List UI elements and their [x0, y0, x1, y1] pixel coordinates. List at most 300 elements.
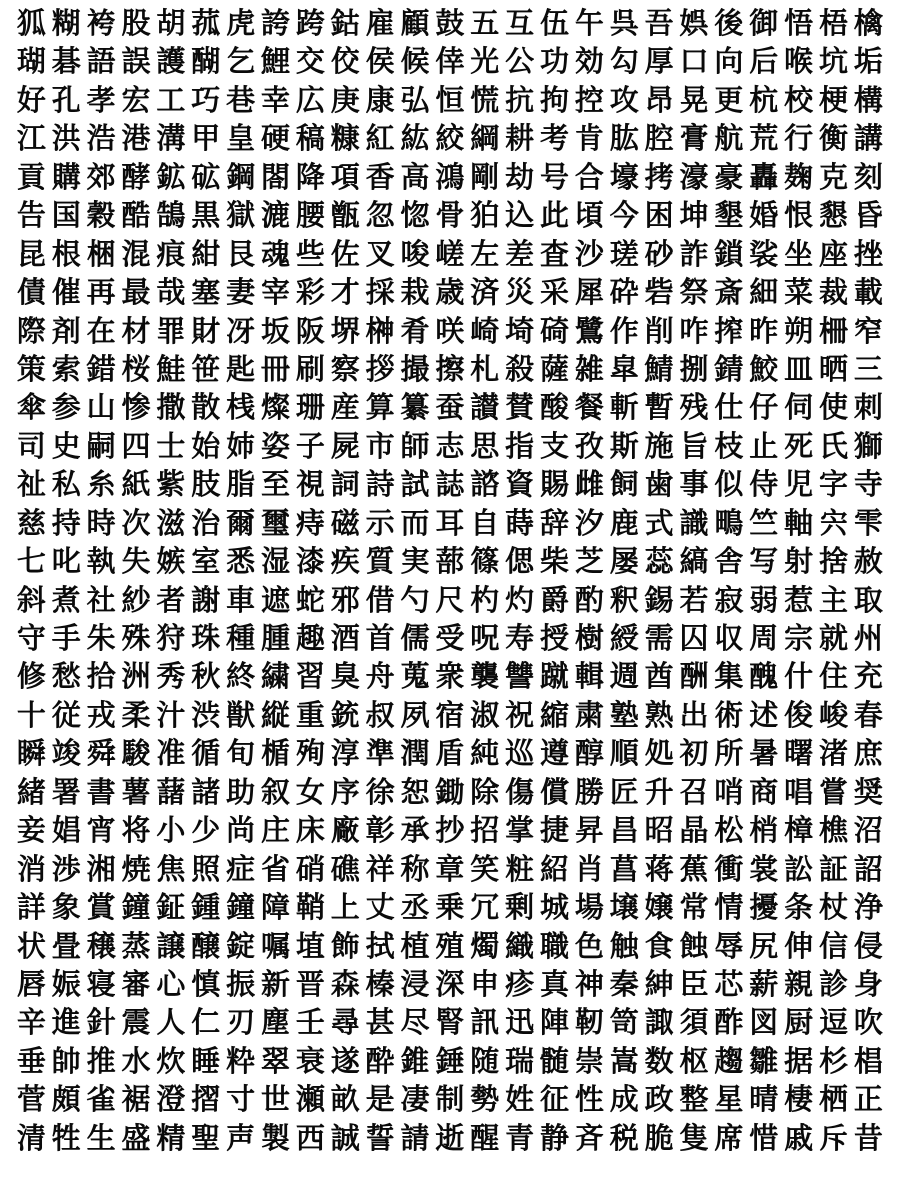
kanji-character: 勝: [574, 774, 604, 809]
kanji-character: 購: [51, 159, 81, 194]
kanji-character: 章: [435, 851, 465, 886]
kanji-character: 帥: [51, 1043, 81, 1078]
kanji-character: 首: [365, 621, 395, 655]
kanji-character: 裾: [121, 1082, 151, 1117]
character-row: [14, 158, 886, 196]
kanji-character: 梗: [819, 82, 849, 117]
kanji-character: 偲: [505, 544, 535, 579]
kanji-character: 修: [16, 659, 46, 694]
kanji-character: 住: [819, 659, 849, 694]
kanji-character: 国: [51, 198, 81, 233]
character-row: [14, 4, 886, 42]
kanji-character: 乗: [435, 890, 465, 925]
kanji-character: 靭: [574, 1005, 604, 1040]
kanji-character: 屍: [330, 428, 360, 463]
kanji-character: 稿: [295, 121, 325, 156]
kanji-character: 趨: [714, 1043, 744, 1078]
kanji-character: 税: [609, 1120, 639, 1155]
kanji-character: 採: [365, 275, 395, 310]
kanji-character: 常: [679, 890, 709, 925]
kanji-character: 譲: [156, 928, 186, 963]
kanji-character: 少: [191, 813, 221, 848]
kanji-character: 狛: [470, 198, 500, 233]
kanji-character: 諸: [191, 774, 221, 809]
kanji-character: 糠: [330, 121, 360, 156]
kanji-character: 降: [295, 159, 325, 194]
kanji-character: 鐘: [121, 890, 151, 925]
kanji-character: 藷: [156, 774, 186, 809]
kanji-character: 好: [16, 82, 46, 117]
kanji-character: 辞: [540, 505, 570, 540]
kanji-character: 春: [853, 697, 883, 732]
kanji-character: 坂: [261, 313, 291, 348]
kanji-character: 算: [365, 390, 395, 425]
kanji-character: 工: [156, 82, 186, 117]
kanji-character: 埼: [505, 313, 535, 348]
kanji-character: 手: [51, 621, 81, 655]
kanji-character: 吾: [644, 6, 674, 40]
kanji-character: 榊: [365, 313, 395, 348]
kanji-character: 遂: [330, 1043, 360, 1078]
kanji-character: 錐: [400, 1043, 430, 1078]
kanji-character: 懇: [819, 198, 849, 233]
kanji-character: 鐘: [226, 890, 256, 925]
kanji-character: 至: [261, 467, 291, 502]
kanji-character: 遮: [261, 582, 291, 617]
kanji-character: 週: [609, 659, 639, 694]
kanji-character: 炊: [156, 1043, 186, 1078]
kanji-character: 榛: [365, 966, 395, 1001]
kanji-character: 鮫: [749, 351, 779, 386]
kanji-character: 坐: [784, 236, 814, 271]
kanji-character: 轟: [749, 159, 779, 194]
kanji-character: 惹: [784, 582, 814, 617]
kanji-character: 埴: [295, 928, 325, 963]
kanji-character: 寝: [86, 966, 116, 1001]
kanji-character: 溝: [156, 121, 186, 156]
kanji-character: 俊: [784, 697, 814, 732]
kanji-character: 蔀: [435, 544, 465, 579]
kanji-character: 互: [505, 6, 535, 40]
kanji-character: 壕: [609, 159, 639, 194]
kanji-character: 錆: [714, 351, 744, 386]
kanji-character: 鵠: [156, 198, 186, 233]
kanji-character: 斎: [714, 275, 744, 310]
kanji-character: 誓: [365, 1120, 395, 1155]
kanji-character: 止: [749, 428, 779, 463]
kanji-character: 祉: [16, 467, 46, 502]
kanji-character: 諏: [644, 1005, 674, 1040]
kanji-character: 公: [505, 44, 535, 79]
kanji-character: 熟: [644, 697, 674, 732]
kanji-character: 若: [679, 582, 709, 617]
kanji-character: 社: [86, 582, 116, 617]
kanji-character: 桟: [226, 390, 256, 425]
kanji-character: 唇: [16, 966, 46, 1001]
kanji-character: 峻: [819, 697, 849, 732]
kanji-character: 磁: [330, 505, 360, 540]
kanji-character: 廠: [330, 813, 360, 848]
kanji-character: 錘: [435, 1043, 465, 1078]
kanji-character: 侯: [365, 44, 395, 79]
kanji-character: 疾: [330, 544, 360, 579]
kanji-character: 枝: [714, 428, 744, 463]
kanji-character: 推: [86, 1043, 116, 1078]
kanji-character: 蚕: [435, 390, 465, 425]
kanji-character: 商: [749, 774, 779, 809]
kanji-character: 車: [226, 582, 256, 617]
kanji-character: 魂: [261, 236, 291, 271]
kanji-character: 沼: [853, 813, 883, 848]
kanji-character: 彰: [365, 813, 395, 848]
kanji-character: 壬: [295, 1005, 325, 1040]
kanji-character: 丈: [365, 890, 395, 925]
kanji-character: 昆: [16, 236, 46, 271]
kanji-character: 獅: [853, 428, 883, 463]
kanji-character: 雌: [574, 467, 604, 502]
kanji-character: 師: [400, 428, 430, 463]
kanji-character: 者: [156, 582, 186, 617]
kanji-character: 乞: [226, 44, 256, 79]
kanji-character: 準: [365, 736, 395, 771]
kanji-character: 冗: [470, 890, 500, 925]
kanji-character: 審: [121, 966, 151, 1001]
character-row: [14, 696, 886, 734]
kanji-character: 呪: [470, 621, 500, 655]
kanji-character: 瑞: [505, 1043, 535, 1078]
kanji-character: 囚: [679, 621, 709, 655]
kanji-character: 新: [261, 966, 291, 1001]
kanji-character: 暑: [749, 736, 779, 771]
kanji-character: 而: [400, 505, 430, 540]
kanji-character: 叔: [365, 697, 395, 732]
kanji-character: 壌: [609, 890, 639, 925]
kanji-character: 写: [749, 544, 779, 579]
kanji-character: 針: [86, 1005, 116, 1040]
kanji-character: 紗: [121, 582, 151, 617]
kanji-character: 暫: [644, 390, 674, 425]
kanji-character: 皐: [609, 351, 639, 386]
kanji-character: 政: [644, 1082, 674, 1117]
kanji-character: 嫉: [156, 544, 186, 579]
kanji-character: 席: [714, 1120, 744, 1155]
kanji-character: 芝: [574, 544, 604, 579]
kanji-character: 昏: [853, 198, 883, 233]
kanji-character: 緒: [16, 774, 46, 809]
kanji-character: 妻: [226, 275, 256, 310]
kanji-character: 逗: [819, 1005, 849, 1040]
kanji-character: 勾: [609, 44, 639, 79]
kanji-character: 護: [156, 44, 186, 79]
kanji-character: 項: [330, 159, 360, 194]
kanji-character: 賜: [540, 467, 570, 502]
kanji-character: 奨: [853, 774, 883, 809]
kanji-character: 座: [819, 236, 849, 271]
kanji-character: 銃: [330, 697, 360, 732]
kanji-character: 些: [295, 236, 325, 271]
kanji-character: 屡: [609, 544, 639, 579]
kanji-character: 児: [784, 467, 814, 502]
kanji-character: 杖: [819, 890, 849, 925]
kanji-character: 困: [644, 198, 674, 233]
kanji-character: 施: [644, 428, 674, 463]
kanji-character: 策: [16, 351, 46, 386]
kanji-character: 訊: [470, 1005, 500, 1040]
kanji-character: 紫: [156, 467, 186, 502]
character-row: [14, 1042, 886, 1080]
kanji-character: 糊: [51, 6, 81, 40]
kanji-character: 浄: [853, 890, 883, 925]
kanji-character: 膏: [679, 121, 709, 156]
kanji-character: 仔: [749, 390, 779, 425]
kanji-character: 参: [51, 390, 81, 425]
kanji-character: 麹: [784, 159, 814, 194]
kanji-character: 刷: [295, 351, 325, 386]
kanji-character: 哨: [714, 774, 744, 809]
kanji-character: 倖: [435, 44, 465, 79]
kanji-character: 渋: [191, 697, 221, 732]
kanji-character: 詳: [16, 890, 46, 925]
kanji-character: 縞: [679, 544, 709, 579]
kanji-character: 数: [644, 1043, 674, 1078]
kanji-character: 甑: [330, 198, 360, 233]
kanji-character: 隻: [679, 1120, 709, 1155]
kanji-character: 失: [121, 544, 151, 579]
kanji-character: 上: [330, 890, 360, 925]
character-row: [14, 312, 886, 350]
kanji-character: 襲: [470, 659, 500, 694]
kanji-character: 匠: [609, 774, 639, 809]
kanji-character: 女: [295, 774, 325, 809]
kanji-character: 震: [121, 1005, 151, 1040]
kanji-character: 邪: [330, 582, 360, 617]
character-row: [14, 504, 886, 542]
kanji-character: 勺: [400, 582, 430, 617]
kanji-character: 弘: [400, 82, 430, 117]
kanji-character: 性: [574, 1082, 604, 1117]
kanji-character: 症: [226, 851, 256, 886]
kanji-character: 椙: [853, 1043, 883, 1078]
character-row: [14, 235, 886, 273]
kanji-character: 支: [540, 428, 570, 463]
kanji-character: 絞: [435, 121, 465, 156]
kanji-character: 梧: [819, 6, 849, 40]
kanji-character: 愁: [51, 659, 81, 694]
kanji-character: 檎: [853, 6, 883, 40]
kanji-character: 請: [400, 1120, 430, 1155]
kanji-character: 鉦: [156, 890, 186, 925]
kanji-character: 散: [191, 390, 221, 425]
kanji-character: 紙: [121, 467, 151, 502]
kanji-character: 彩: [295, 275, 325, 310]
kanji-character: 守: [16, 621, 46, 655]
kanji-character: 曙: [784, 736, 814, 771]
kanji-character: 纂: [400, 390, 430, 425]
kanji-character: 歯: [644, 467, 674, 502]
kanji-character: 郊: [86, 159, 116, 194]
kanji-character: 淳: [330, 736, 360, 771]
character-row: [14, 273, 886, 311]
kanji-character: 呉: [609, 6, 639, 40]
kanji-character: 碕: [540, 313, 570, 348]
kanji-character: 薩: [540, 351, 570, 386]
kanji-character: 牲: [51, 1120, 81, 1155]
kanji-character: 煮: [51, 582, 81, 617]
kanji-character: 跨: [295, 6, 325, 40]
kanji-character: 痔: [295, 505, 325, 540]
kanji-character: 吹: [853, 1005, 883, 1040]
kanji-character: 鋼: [226, 159, 256, 194]
kanji-character: 史: [51, 428, 81, 463]
kanji-character: 杭: [749, 82, 779, 117]
kanji-character: 殖: [435, 928, 465, 963]
character-row: [14, 42, 886, 80]
kanji-character: 巷: [226, 82, 256, 117]
kanji-character: 午: [574, 6, 604, 40]
kanji-character: 赦: [853, 544, 883, 579]
kanji-character: 狩: [156, 621, 186, 655]
kanji-character: 査: [540, 236, 570, 271]
kanji-character: 召: [679, 774, 709, 809]
kanji-character: 済: [470, 275, 500, 310]
kanji-character: 沙: [574, 236, 604, 271]
kanji-character: 残: [679, 390, 709, 425]
kanji-character: 臣: [679, 966, 709, 1001]
character-row: [14, 1080, 886, 1118]
kanji-character: 酸: [540, 390, 570, 425]
kanji-character: 刻: [853, 159, 883, 194]
kanji-character: 顧: [400, 6, 430, 40]
kanji-character: 醇: [574, 736, 604, 771]
kanji-character: 申: [470, 966, 500, 1001]
kanji-character: 翠: [261, 1043, 291, 1078]
kanji-character: 辛: [16, 1005, 46, 1040]
kanji-character: 索: [51, 351, 81, 386]
kanji-character: 拭: [365, 928, 395, 963]
kanji-character: 焼: [121, 851, 151, 886]
kanji-character: 樟: [784, 813, 814, 848]
kanji-character: 晴: [749, 1082, 779, 1117]
kanji-character: 升: [644, 774, 674, 809]
kanji-character: 尽: [400, 1005, 430, 1040]
kanji-character: 飼: [609, 467, 639, 502]
character-row: [14, 773, 886, 811]
kanji-character: 図: [749, 1005, 779, 1040]
kanji-character: 笑: [470, 851, 500, 886]
kanji-character: 嬢: [644, 890, 674, 925]
kanji-character: 坤: [679, 198, 709, 233]
kanji-character: 咲: [435, 313, 465, 348]
kanji-character: 佼: [330, 44, 360, 79]
kanji-character: 酌: [574, 582, 604, 617]
kanji-character: 錫: [644, 582, 674, 617]
kanji-character: 孝: [86, 82, 116, 117]
kanji-character: 皇: [226, 121, 256, 156]
kanji-character: 撮: [400, 351, 430, 386]
kanji-character: 床: [295, 813, 325, 848]
kanji-character: 声: [226, 1120, 256, 1155]
kanji-character: 搾: [714, 313, 744, 348]
kanji-character: 幸: [261, 82, 291, 117]
kanji-character: 砦: [644, 275, 674, 310]
kanji-character: 墾: [714, 198, 744, 233]
kanji-character: 充: [853, 659, 883, 694]
kanji-character: 式: [644, 505, 674, 540]
kanji-character: 舜: [86, 736, 116, 771]
kanji-character: 叉: [365, 236, 395, 271]
kanji-character: 雛: [749, 1043, 779, 1078]
kanji-character: 醒: [470, 1120, 500, 1155]
kanji-character: 庄: [261, 813, 291, 848]
kanji-character: 裳: [749, 851, 779, 886]
kanji-character: 詩: [365, 467, 395, 502]
kanji-character: 冊: [261, 351, 291, 386]
kanji-character: 皿: [784, 351, 814, 386]
kanji-character: 獣: [226, 697, 256, 732]
kanji-character: 蕉: [679, 851, 709, 886]
kanji-character: 鴻: [435, 159, 465, 194]
kanji-character: 字: [819, 467, 849, 502]
kanji-character: 招: [470, 813, 500, 848]
kanji-character: 集: [714, 659, 744, 694]
kanji-character: 謝: [191, 582, 221, 617]
kanji-character: 崎: [470, 313, 500, 348]
kanji-character: 斜: [16, 582, 46, 617]
kanji-character: 衡: [819, 121, 849, 156]
kanji-character: 嘱: [261, 928, 291, 963]
kanji-character: 雇: [365, 6, 395, 40]
kanji-character: 職: [540, 928, 570, 963]
kanji-character: 除: [470, 774, 500, 809]
kanji-character: 洪: [51, 121, 81, 156]
kanji-character: 朱: [86, 621, 116, 655]
kanji-character: 人: [156, 1005, 186, 1040]
kanji-character: 事: [679, 467, 709, 502]
kanji-character: 笥: [609, 1005, 639, 1040]
kanji-character: 織: [505, 928, 535, 963]
kanji-character: 讃: [470, 390, 500, 425]
kanji-character: 袴: [86, 6, 116, 40]
kanji-character: 紅: [365, 121, 395, 156]
kanji-character: 罪: [156, 313, 186, 348]
kanji-character: 逝: [435, 1120, 465, 1155]
kanji-character: 爵: [540, 582, 570, 617]
kanji-character: 西: [295, 1120, 325, 1155]
kanji-character: 梢: [749, 813, 779, 848]
kanji-character: 歳: [435, 275, 465, 310]
kanji-character: 臭: [330, 659, 360, 694]
kanji-character: 戎: [86, 697, 116, 732]
kanji-character: 序: [330, 774, 360, 809]
kanji-character: 尻: [749, 928, 779, 963]
kanji-character: 受: [435, 621, 465, 655]
kanji-character: 考: [540, 121, 570, 156]
kanji-character: 城: [540, 890, 570, 925]
kanji-character: 蹴: [540, 659, 570, 694]
kanji-character: 漉: [261, 198, 291, 233]
kanji-character: 醸: [191, 928, 221, 963]
kanji-character: 寿: [505, 621, 535, 655]
kanji-character: 署: [51, 774, 81, 809]
kanji-character: 香: [365, 159, 395, 194]
kanji-character: 蝕: [679, 928, 709, 963]
kanji-character: 示: [365, 505, 395, 540]
kanji-character: 祝: [505, 697, 535, 732]
kanji-character: 灼: [505, 582, 535, 617]
kanji-character: 条: [784, 890, 814, 925]
kanji-character: 娠: [51, 966, 81, 1001]
kanji-character: 整: [679, 1082, 709, 1117]
